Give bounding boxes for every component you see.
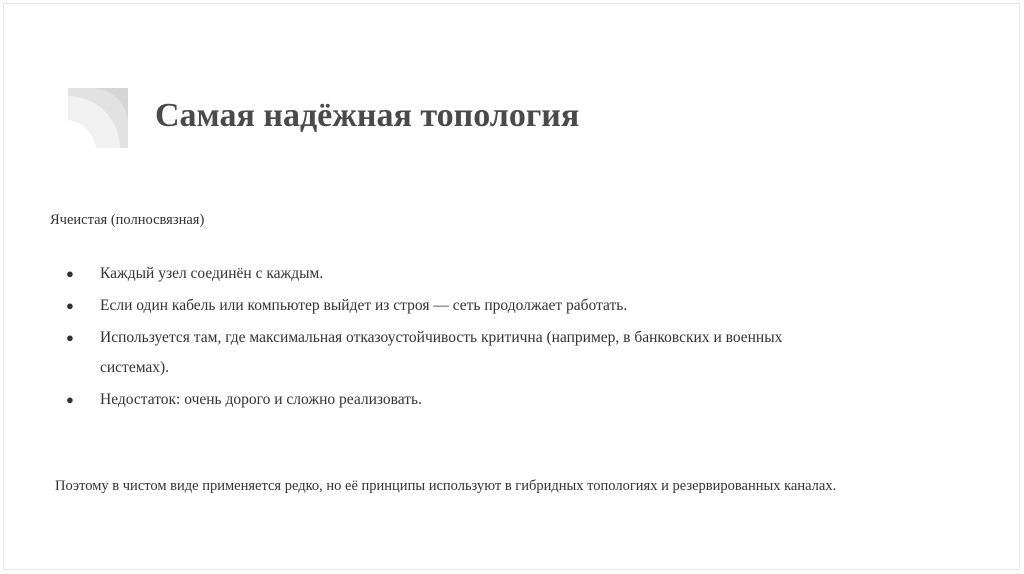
slide <box>3 3 1020 570</box>
bullet-text: Недостаток: очень дорого и сложно реализовать. <box>100 391 422 408</box>
bullet-list <box>4 259 1020 417</box>
bullet-dot-icon: ● <box>66 330 74 345</box>
bullet-item <box>4 385 1020 415</box>
bullet-dot-icon: ● <box>66 298 74 313</box>
slide-footer-note: Поэтому в чистом виде применяется редко, но её принципы используют в гибридных топологиях и резервированных каналах. <box>55 478 837 494</box>
quarter-circle-arcs-icon <box>68 88 128 148</box>
bullet-text: Каждый узел соединён с каждым. <box>100 265 324 282</box>
bullet-text: Если один кабель или компьютер выйдет из строя — сеть продолжает работать. <box>100 297 628 314</box>
bullet-dot-icon: ● <box>66 392 74 407</box>
slide-title: Самая надёжная топология <box>155 97 580 134</box>
bullet-item <box>4 291 1020 321</box>
bullet-dot-icon: ● <box>66 266 74 281</box>
slide-subtitle: Ячеистая (полносвязная) <box>50 212 205 228</box>
bullet-item <box>4 259 1020 289</box>
bullet-text-continued: системах). <box>100 359 170 376</box>
bullet-item <box>4 323 1020 383</box>
bullet-text: Используется там, где максимальная отказоустойчивость критична (например, в банковских и военных <box>100 329 783 346</box>
